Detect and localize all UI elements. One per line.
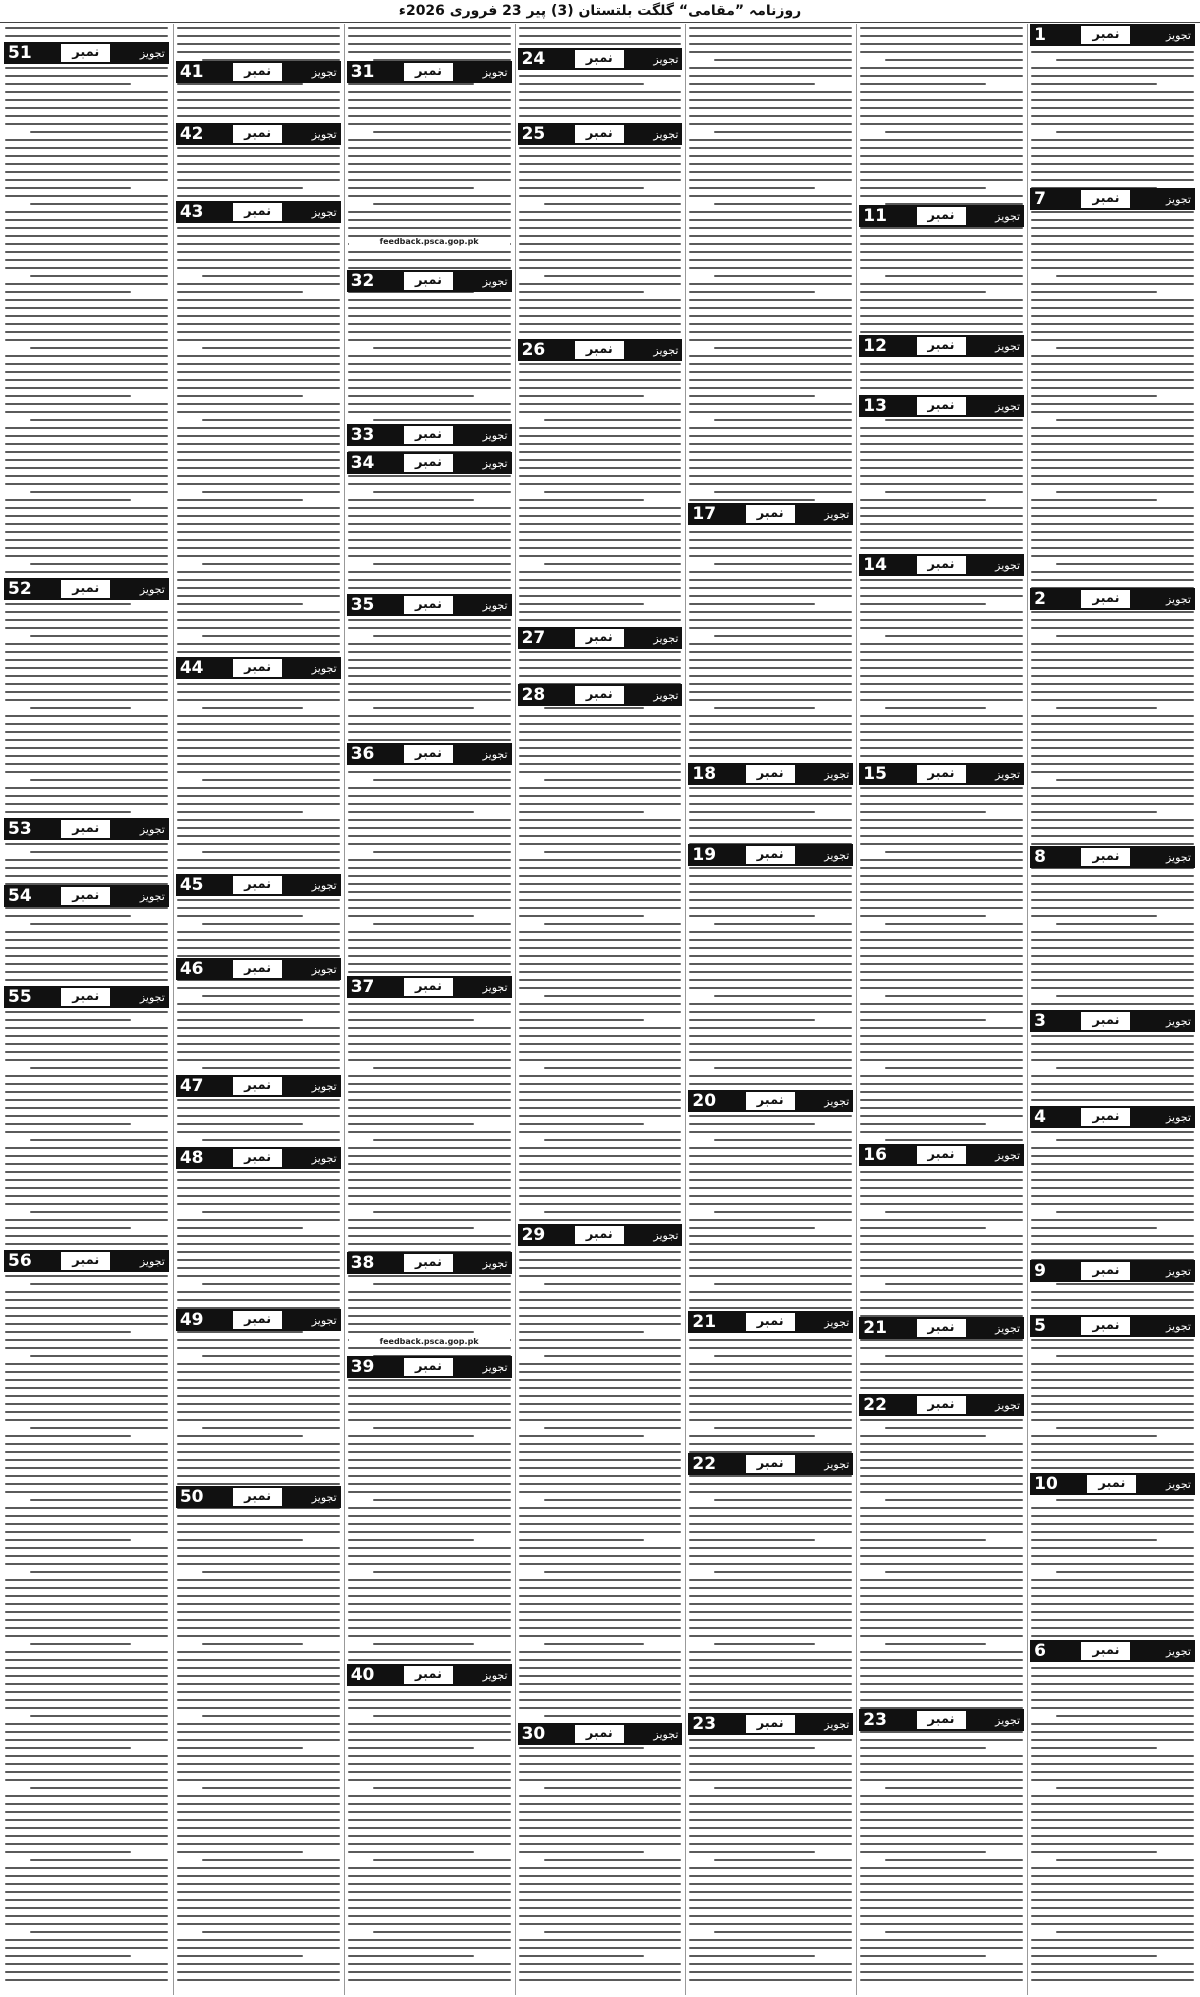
section-number: 52 <box>8 579 32 599</box>
section-number: 38 <box>350 1253 375 1273</box>
section-number: 42 <box>179 124 204 144</box>
section-header <box>347 270 512 292</box>
section-header <box>859 1709 1024 1731</box>
section-label: نمبر <box>917 337 966 355</box>
section-label: نمبر <box>61 580 110 598</box>
section-tag: تجویز <box>311 878 337 892</box>
section-number: 15 <box>863 764 887 784</box>
section-number: 1 <box>1034 25 1046 45</box>
section-number: 49 <box>179 1310 204 1330</box>
section-number: 26 <box>521 340 546 360</box>
section-header <box>1030 188 1195 210</box>
section-header <box>176 874 341 896</box>
section-header <box>176 1486 341 1508</box>
section-label: نمبر <box>746 765 795 783</box>
section-number: 23 <box>692 1714 717 1734</box>
section-number: 35 <box>350 595 375 615</box>
section-tag: تجویز <box>824 507 850 521</box>
section-label: نمبر <box>233 125 282 143</box>
section-tag: تجویز <box>1165 850 1191 864</box>
section-tag: تجویز <box>139 990 165 1004</box>
section-header <box>176 657 341 679</box>
section-header <box>859 335 1024 357</box>
section-header <box>176 1309 341 1331</box>
section-header <box>4 885 169 907</box>
section-tag: تجویز <box>824 1315 850 1329</box>
section-header <box>176 1075 341 1097</box>
section-tag: تجویز <box>311 1490 337 1504</box>
section-tag: تجویز <box>311 1313 337 1327</box>
section-number: 23 <box>863 1710 887 1730</box>
section-tag: تجویز <box>653 1228 679 1242</box>
section-tag: تجویز <box>482 1668 508 1682</box>
section-tag: تجویز <box>995 209 1021 223</box>
section-header <box>4 42 169 64</box>
section-number: 8 <box>1034 847 1046 867</box>
section-label: نمبر <box>1081 1317 1130 1335</box>
section-tag: تجویز <box>995 1713 1021 1727</box>
section-tag: تجویز <box>653 631 679 645</box>
section-number: 54 <box>8 886 32 906</box>
section-number: 45 <box>179 875 204 895</box>
section-header <box>347 1356 512 1378</box>
section-header <box>1030 24 1195 46</box>
section-tag: تجویز <box>995 339 1021 353</box>
section-number: 31 <box>350 62 375 82</box>
section-label: نمبر <box>404 596 453 614</box>
section-header <box>688 844 853 866</box>
section-number: 44 <box>179 658 204 678</box>
section-header <box>859 763 1024 785</box>
section-number: 43 <box>179 202 204 222</box>
section-header <box>347 424 512 446</box>
section-label: نمبر <box>404 272 453 290</box>
section-label: نمبر <box>233 1077 282 1095</box>
section-header <box>859 395 1024 417</box>
section-number: 46 <box>179 959 204 979</box>
section-tag: تجویز <box>995 558 1021 572</box>
section-tag: تجویز <box>1165 192 1191 206</box>
section-number: 10 <box>1034 1474 1058 1494</box>
section-number: 21 <box>692 1312 717 1332</box>
section-tag: تجویز <box>995 767 1021 781</box>
section-label: نمبر <box>233 203 282 221</box>
section-tag: تجویز <box>824 848 850 862</box>
section-header <box>347 61 512 83</box>
section-header <box>688 1311 853 1333</box>
article-text <box>857 27 1026 1987</box>
section-label: نمبر <box>233 876 282 894</box>
section-label: نمبر <box>404 745 453 763</box>
section-number: 34 <box>350 453 375 473</box>
section-tag: تجویز <box>139 46 165 60</box>
section-tag: تجویز <box>653 52 679 66</box>
section-header <box>347 594 512 616</box>
section-tag: تجویز <box>1165 1644 1191 1658</box>
section-number: 22 <box>692 1454 717 1474</box>
section-tag: تجویز <box>653 1727 679 1741</box>
section-tag: تجویز <box>1165 28 1191 42</box>
section-header <box>1030 1260 1195 1282</box>
section-tag: تجویز <box>139 1254 165 1268</box>
section-tag: تجویز <box>482 980 508 994</box>
section-header <box>176 201 341 223</box>
column-3 <box>685 24 855 1995</box>
section-tag: تجویز <box>139 889 165 903</box>
section-label: نمبر <box>1081 1642 1130 1660</box>
column-1 <box>1027 24 1197 1995</box>
article-text <box>174 27 343 1987</box>
section-header <box>1030 846 1195 868</box>
section-number: 18 <box>692 764 717 784</box>
section-header <box>518 627 683 649</box>
section-tag: تجویز <box>482 1256 508 1270</box>
section-label: نمبر <box>233 1311 282 1329</box>
section-tag: تجویز <box>824 1094 850 1108</box>
section-number: 41 <box>179 62 204 82</box>
article-text <box>345 27 514 1987</box>
section-tag: تجویز <box>1165 1319 1191 1333</box>
section-tag: تجویز <box>995 1321 1021 1335</box>
section-label: نمبر <box>1081 1108 1130 1126</box>
section-number: 30 <box>521 1724 546 1744</box>
section-tag: تجویز <box>139 582 165 596</box>
section-label: نمبر <box>61 820 110 838</box>
feedback-link[interactable]: feedback.psca.gop.pk <box>349 1337 510 1347</box>
section-header <box>688 503 853 525</box>
section-label: نمبر <box>575 341 624 359</box>
section-label: نمبر <box>61 988 110 1006</box>
section-header <box>688 1453 853 1475</box>
section-number: 16 <box>863 1145 887 1165</box>
section-label: نمبر <box>917 1319 966 1337</box>
section-number: 13 <box>863 396 887 416</box>
section-label: نمبر <box>575 686 624 704</box>
section-tag: تجویز <box>995 1148 1021 1162</box>
section-tag: تجویز <box>311 65 337 79</box>
section-label: نمبر <box>233 1488 282 1506</box>
section-label: نمبر <box>1081 590 1130 608</box>
section-header <box>859 554 1024 576</box>
section-tag: تجویز <box>311 127 337 141</box>
section-label: نمبر <box>404 1358 453 1376</box>
section-header <box>347 452 512 474</box>
section-tag: تجویز <box>139 822 165 836</box>
column-6 <box>173 24 343 1995</box>
section-tag: تجویز <box>482 598 508 612</box>
section-tag: تجویز <box>482 747 508 761</box>
column-2 <box>856 24 1026 1995</box>
section-label: نمبر <box>61 887 110 905</box>
section-number: 32 <box>350 271 375 291</box>
section-header <box>1030 1315 1195 1337</box>
section-tag: تجویز <box>824 1457 850 1471</box>
section-tag: تجویز <box>311 1151 337 1165</box>
section-number: 19 <box>692 845 717 865</box>
section-header <box>176 61 341 83</box>
section-number: 25 <box>521 124 546 144</box>
section-number: 9 <box>1034 1261 1046 1281</box>
section-label: نمبر <box>1081 190 1130 208</box>
section-number: 36 <box>350 744 375 764</box>
section-number: 12 <box>863 336 887 356</box>
section-number: 37 <box>350 977 375 997</box>
section-label: نمبر <box>233 960 282 978</box>
section-label: نمبر <box>404 978 453 996</box>
section-tag: تجویز <box>824 1717 850 1731</box>
section-label: نمبر <box>61 1252 110 1270</box>
article-text <box>1028 27 1197 1987</box>
section-number: 51 <box>8 43 32 63</box>
section-label: نمبر <box>61 44 110 62</box>
section-number: 27 <box>521 628 546 648</box>
section-label: نمبر <box>575 50 624 68</box>
section-tag: تجویز <box>995 1398 1021 1412</box>
section-number: 55 <box>8 987 32 1007</box>
section-header <box>688 763 853 785</box>
section-number: 5 <box>1034 1316 1046 1336</box>
section-header <box>1030 588 1195 610</box>
section-header <box>347 976 512 998</box>
section-label: نمبر <box>746 1455 795 1473</box>
section-header <box>688 1090 853 1112</box>
section-label: نمبر <box>575 125 624 143</box>
section-header <box>859 1317 1024 1339</box>
section-tag: تجویز <box>482 428 508 442</box>
section-label: نمبر <box>404 454 453 472</box>
section-header <box>4 578 169 600</box>
column-5 <box>344 24 514 1995</box>
section-tag: تجویز <box>482 65 508 79</box>
article-text <box>686 27 855 1987</box>
section-header <box>347 1664 512 1686</box>
section-label: نمبر <box>575 1226 624 1244</box>
section-label: نمبر <box>575 629 624 647</box>
section-number: 11 <box>863 206 887 226</box>
section-tag: تجویز <box>824 767 850 781</box>
section-label: نمبر <box>1087 1475 1136 1493</box>
section-number: 20 <box>692 1091 717 1111</box>
section-number: 7 <box>1034 189 1046 209</box>
feedback-link[interactable]: feedback.psca.gop.pk <box>349 237 510 247</box>
section-number: 40 <box>350 1665 375 1685</box>
section-label: نمبر <box>746 1715 795 1733</box>
section-label: نمبر <box>917 397 966 415</box>
section-tag: تجویز <box>311 962 337 976</box>
section-label: نمبر <box>575 1725 624 1743</box>
section-header <box>518 339 683 361</box>
section-label: نمبر <box>404 426 453 444</box>
section-header <box>4 986 169 1008</box>
section-tag: تجویز <box>311 205 337 219</box>
section-tag: تجویز <box>482 1360 508 1374</box>
section-label: نمبر <box>233 659 282 677</box>
masthead <box>0 0 1200 23</box>
section-label: نمبر <box>1081 1262 1130 1280</box>
section-header <box>347 1252 512 1274</box>
section-header <box>518 48 683 70</box>
masthead-title: روزنامہ ”مقامی“ گلگت بلتستان (3) پیر 23 فروری 2026ء <box>398 3 802 19</box>
section-tag: تجویز <box>1165 592 1191 606</box>
section-header <box>859 1394 1024 1416</box>
section-number: 47 <box>179 1076 204 1096</box>
section-tag: تجویز <box>995 399 1021 413</box>
section-label: نمبر <box>233 1149 282 1167</box>
section-header <box>4 1250 169 1272</box>
section-label: نمبر <box>917 765 966 783</box>
section-header <box>518 1224 683 1246</box>
section-header <box>1030 1010 1195 1032</box>
newspaper-page <box>2 24 1198 1995</box>
section-number: 14 <box>863 555 887 575</box>
section-tag: تجویز <box>482 274 508 288</box>
section-tag: تجویز <box>1165 1014 1191 1028</box>
section-label: نمبر <box>746 1092 795 1110</box>
section-number: 50 <box>179 1487 204 1507</box>
section-label: نمبر <box>917 207 966 225</box>
section-number: 2 <box>1034 589 1046 609</box>
section-label: نمبر <box>746 505 795 523</box>
section-tag: تجویز <box>1165 1264 1191 1278</box>
section-label: نمبر <box>917 1711 966 1729</box>
section-header <box>859 1144 1024 1166</box>
section-tag: تجویز <box>653 343 679 357</box>
section-number: 3 <box>1034 1011 1046 1031</box>
section-number: 48 <box>179 1148 204 1168</box>
section-label: نمبر <box>917 1396 966 1414</box>
section-number: 22 <box>863 1395 887 1415</box>
section-label: نمبر <box>233 63 282 81</box>
section-tag: تجویز <box>311 661 337 675</box>
section-tag: تجویز <box>1166 1477 1191 1491</box>
article-text <box>516 27 685 1987</box>
section-header <box>518 123 683 145</box>
section-number: 33 <box>350 425 375 445</box>
section-header <box>176 1147 341 1169</box>
section-label: نمبر <box>1081 26 1130 44</box>
section-header <box>4 818 169 840</box>
section-label: نمبر <box>404 1666 453 1684</box>
section-header <box>1030 1106 1195 1128</box>
section-label: نمبر <box>404 1254 453 1272</box>
section-tag: تجویز <box>311 1079 337 1093</box>
section-number: 21 <box>863 1318 887 1338</box>
section-label: نمبر <box>1081 1012 1130 1030</box>
section-number: 29 <box>521 1225 546 1245</box>
section-number: 6 <box>1034 1641 1046 1661</box>
section-number: 4 <box>1034 1107 1046 1127</box>
section-label: نمبر <box>746 846 795 864</box>
section-number: 39 <box>350 1357 375 1377</box>
section-tag: تجویز <box>653 688 679 702</box>
section-label: نمبر <box>917 556 966 574</box>
section-number: 56 <box>8 1251 32 1271</box>
column-4 <box>515 24 685 1995</box>
section-tag: تجویز <box>482 456 508 470</box>
section-label: نمبر <box>1081 848 1130 866</box>
section-header <box>176 958 341 980</box>
section-header <box>518 1723 683 1745</box>
section-number: 28 <box>521 685 546 705</box>
section-number: 17 <box>692 504 717 524</box>
section-header <box>859 205 1024 227</box>
section-tag: تجویز <box>1165 1110 1191 1124</box>
section-header <box>1030 1640 1195 1662</box>
section-label: نمبر <box>404 63 453 81</box>
column-7 <box>2 24 171 1995</box>
section-header <box>347 743 512 765</box>
section-number: 24 <box>521 49 546 69</box>
section-header <box>518 684 683 706</box>
section-header <box>1030 1473 1195 1495</box>
section-tag: تجویز <box>653 127 679 141</box>
section-number: 53 <box>8 819 32 839</box>
section-label: نمبر <box>917 1146 966 1164</box>
section-header <box>688 1713 853 1735</box>
section-header <box>176 123 341 145</box>
section-label: نمبر <box>746 1313 795 1331</box>
